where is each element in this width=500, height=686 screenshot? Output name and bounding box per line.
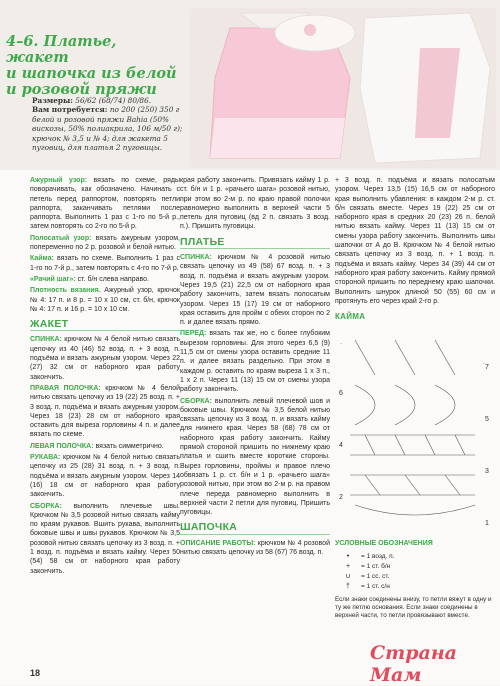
paragraph-text: вязать по схеме, ряды поворачивать, как обозначено. Начинать с петель перед раппортом, повторять петли раппорта, заканчивать петлями после раппорта. Выполнить 1 раз с 1-го по 5-й р., затем повторять со 2-го по 5-й р.	[30, 177, 181, 231]
paragraph-keyword: СБОРКА:	[180, 397, 212, 405]
legend-item	[335, 562, 495, 572]
legend-label: = 1 возд. п.	[361, 553, 395, 561]
legend-symbol: •	[346, 553, 350, 561]
paragraph	[180, 329, 330, 394]
legend-symbol: †	[346, 583, 350, 591]
paragraph-text: вязать ажурным узором, попеременно по 2 р. розовой и белой нитью.	[30, 234, 181, 252]
paragraph	[30, 335, 180, 381]
paragraph-text: крючком № 4 белой нитью связать цепочку из 40 (46) 52 возд. п. + 3 возд. п. подъёма и вязать ажурным узором. Через 22 (27) 32 см от наборного края работу закончить.	[30, 336, 181, 381]
paragraph	[180, 397, 330, 518]
paragraph-keyword: РУКАВА:	[30, 454, 61, 462]
paragraph	[180, 176, 330, 232]
legend-symbol: +	[345, 563, 351, 571]
paragraph	[30, 254, 180, 273]
paragraph-keyword: СБОРКА:	[30, 502, 62, 510]
paragraph-text: крючком № 4 белой нитью связать цепочку из 19 (22) 25 возд. п. + 3 возд. п. подъёма и вязать ажурным узором. Через 18 (23) 28 см от наборного края оставить для выреза горловины 4 п. и далее вязать по схеме.	[30, 384, 180, 439]
crochet-diagram	[335, 325, 495, 535]
paragraph-keyword: ЛЕВАЯ ПОЛОЧКА:	[30, 442, 94, 450]
paragraph	[180, 539, 330, 558]
paragraph-keyword: СПИНКА:	[30, 336, 62, 344]
product-photo	[190, 8, 496, 168]
paragraph-text: крючком № 4 розовой нитью связать цепочку из 58 (67) 76 возд. п.	[180, 539, 330, 556]
paragraph	[30, 502, 180, 576]
column-2	[180, 176, 330, 559]
column-1	[30, 176, 180, 578]
legend-note: Если знаки соединены внизу, то петли вяжут в одну и ту же петлю основания. Если знаки соединены в верхней части, то петли провязывают вместе.	[335, 595, 492, 619]
watermark: Страна Мам	[370, 642, 457, 686]
paragraph-keyword: ПРАВАЯ ПОЛОЧКА:	[30, 384, 101, 392]
paragraph-text: крючком № 4 белой нитью связать цепочку из 25 (28) 31 возд. п. + 3 возд. п. подъёма и вязать ажурным узором. Через 14 (16) 18 см от наборного края работу закончить.	[30, 454, 180, 499]
paragraph-text: вязать так же, но с более глубоким вырезом горловины. Для этого через 6,5 (9) 11,5 см от смены узора оставить средние 11 п. и далее вязать раздельно. При этом в каждом р. оставить по краям выреза 1 х 3 п., 1 х 2 п. Через 11 (13) 15 см от смены узора работу закончить.	[180, 330, 330, 394]
paragraph	[335, 176, 495, 306]
paragraph	[30, 275, 180, 284]
legend-item	[335, 552, 495, 562]
page-number: 18	[30, 668, 41, 678]
paragraph	[180, 253, 330, 327]
paragraph	[30, 442, 180, 451]
legend-symbol: ∪	[345, 573, 351, 581]
legend-item	[335, 572, 495, 582]
legend-label: = 1 ст. б/н	[361, 563, 391, 571]
paragraph	[30, 176, 180, 232]
diagram-row-label: 3	[485, 468, 489, 476]
materials-block: Размеры: 56/62 (68/74) 80/86. Вам потребуется: по 200 (250) 350 г белой и розовой пряжи Bahia (50% вискозы, 50% полиакрила, 106 м/50 г); крючок № 3,5 и № 4; для жакета 5 пуговиц, для платья 2 пуговицы.	[32, 96, 183, 153]
legend	[335, 552, 495, 592]
page-title: 4–6. Платье, жакет и шапочка из белой и розовой пряжи	[6, 33, 177, 98]
diagram-row-label: 4	[339, 442, 343, 450]
paragraph	[30, 384, 180, 440]
section-jacket: ЖАКЕТ	[30, 320, 180, 331]
paragraph-keyword: Плотность вязания.	[30, 287, 101, 295]
paragraph-text: выполнить левый плечевой шов и боковые швы. Крючком № 3,5 белой нитью связать цепочку из 3 возд. п. и вязать кайму для нижнего края. Через 58 (68) 78 см от наборного края работу закончить. Кайму прямой стороной пришить по нижнему краю платья и сшить вместе короткие стороны. Вырез горловины, проймы и правое плечо обвязать 1 р. ст. б/н и 1 р. «рачьего шага» розовой нитью, при этом во 2-м р. на правом плече переда равномерно выполнить в верхней части 2 петли для пуговиц. Пришить пуговицы.	[180, 397, 330, 517]
diagram-row-label: 7	[485, 364, 489, 372]
paragraph-keyword: ПЕРЕД:	[180, 330, 207, 338]
paragraph-keyword: Ажурный узор:	[30, 177, 88, 184]
section-hat: ШАПОЧКА	[180, 523, 330, 534]
paragraph	[30, 234, 180, 253]
paragraph-text: вязать по схеме. Выполнить 1 раз с 1-го по 7-й р., затем повторять с 4-го по 7-й р.	[30, 255, 180, 272]
section-dress: ПЛАТЬЕ	[180, 238, 330, 249]
svg-text:·: ·	[483, 361, 485, 368]
paragraph-text: выполнить плечевые швы. Крючком № 3,5 розовой нитью связать кайму по краям рукавов. Вшить рукава, выполнить боковые швы и швы рукавов. Крючком № 3,5 розовой нитью связать цепочку из 3 возд. п. + 1 возд. п. подъёма и вязать кайму. Через 50 (54) 58 см от наборного края работу закончить.	[30, 502, 180, 575]
paragraph-text: крючком № 4 розовой нитью связать цепочку из 49 (58) 67 возд. п. + 3 возд. п. подъёма и вязать ажурным узором. Через 19,5 (21) 22,5 см от наборного края работу закончить, затем вязать полосатым узором. Через 15 (17) 19 см от наборного края оставить для пройм с обеих сторон по 2 п. и далее вязать прямо.	[180, 254, 331, 327]
legend-item	[335, 582, 495, 592]
svg-text:·: ·	[340, 341, 342, 348]
header	[0, 0, 500, 170]
diagram-row-label: 6	[339, 390, 343, 398]
paragraph-text: + 3 возд. п. подъёма и вязать полосатым узором. Через 13,5 (15) 16,5 см от наборного края выполнить убавления: в каждом 2-м р. ст. б/н связать вместе. Через 19 (22) 25 см от наборного края в средних 20 (23) 26 п. белой нитью вязать кайму. Через 11 (13) 15 см от смены узора работу закончить. Выполнить швы шапочки от А до В. Крючком № 4 белой нитью связать цепочку из 3 возд. п. + 1 возд. п. подъёма и вязать кайму. Через 34 (39) 44 см от наборного края работу закончить. Кайму прямой стороной пришить по переднему краю шапочки. Выполнить шнурок длиной 50 (55) 60 см и протянуть его через край 2-го р.	[335, 177, 495, 305]
section-border: КАЙМА	[335, 312, 366, 322]
paragraph-keyword: СПИНКА:	[180, 254, 212, 262]
diagram-row-label: 5	[485, 416, 489, 424]
paragraph-keyword: Полосатый узор:	[30, 234, 92, 242]
diagram-row-label: 2	[339, 494, 343, 502]
paragraph-text: ст. б/н слева направо.	[77, 275, 149, 283]
diagram-row-label: 1	[485, 520, 489, 528]
legend-label: = 1 ст. с/н	[361, 583, 390, 591]
paragraph-text: вязать симметрично.	[95, 442, 164, 450]
paragraph	[30, 286, 180, 314]
paragraph-keyword: «Рачий шаг»:	[30, 275, 76, 283]
legend-title: УСЛОВНЫЕ ОБОЗНАЧЕНИЯ	[335, 540, 433, 548]
column-3	[335, 176, 495, 620]
paragraph-text: края работу закончить. Привязать кайму 1 р. ст. б/н и 1 р. «рачьего шага» розовой нитью, при этом во 2-м р. по краю правой полочки равномерно выполнить в верхней части 5 петель для пуговиц (вд 2 п. связать 3 возд. п.). Пришить пуговицы.	[180, 177, 330, 231]
paragraph-keyword: Кайма:	[30, 255, 54, 263]
paragraph-keyword: ОПИСАНИЕ РАБОТЫ:	[180, 539, 256, 547]
paragraph	[30, 453, 180, 499]
legend-label: = 1 сс. ст.	[361, 573, 390, 581]
paragraph-text: Ажурный узор, крючок № 4: 17 п. и 8 р. = 10 х 10 см, ст. б/н, крючок № 4: 17 п. и 16 р. = 10 х 10 см.	[30, 287, 180, 313]
